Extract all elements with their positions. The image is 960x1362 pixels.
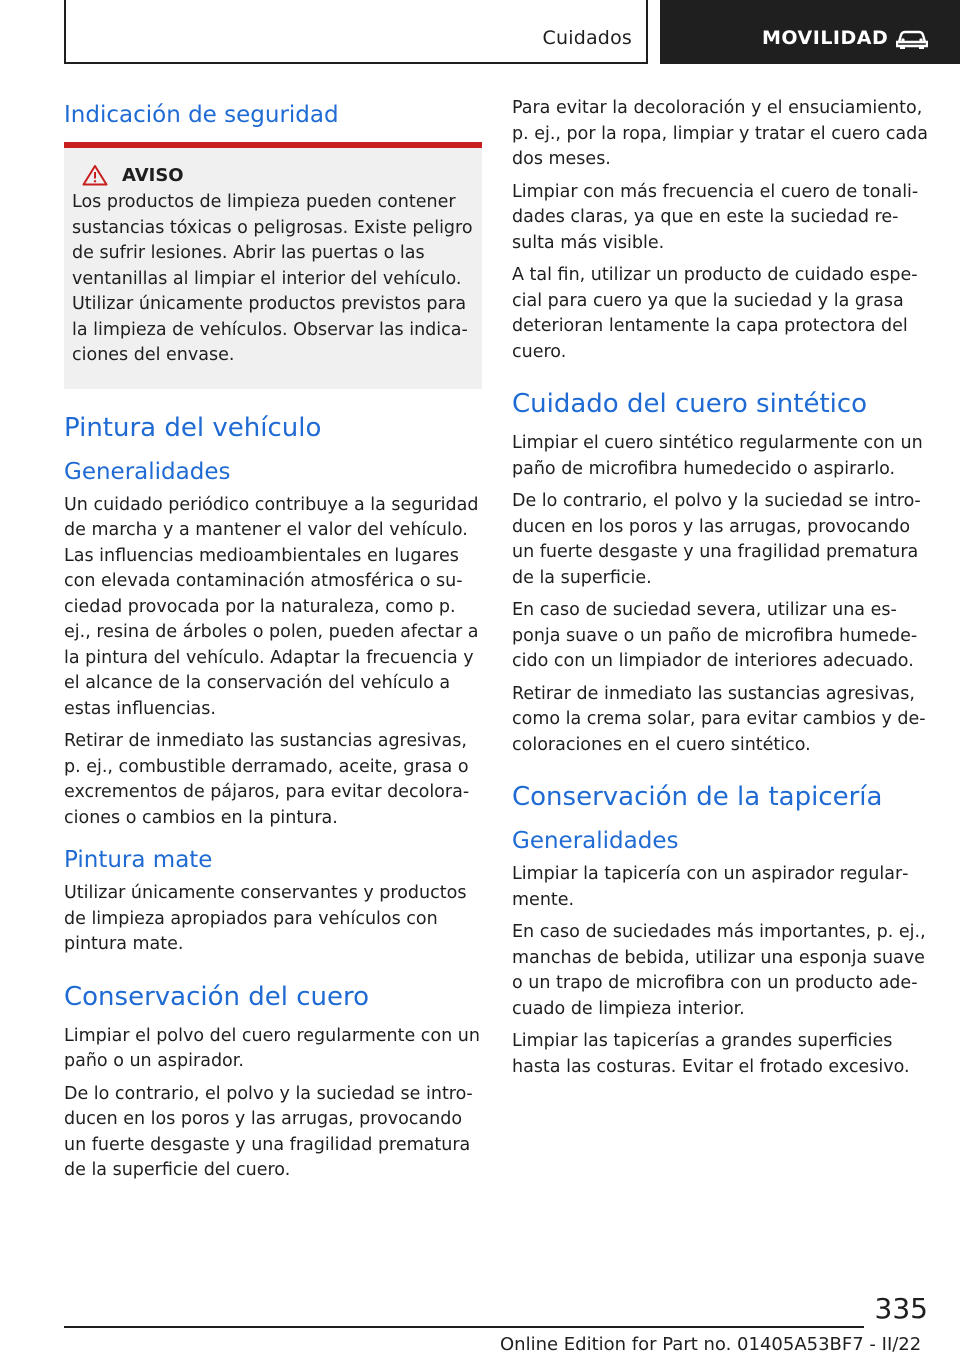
leather-paragraph-3: Para evitar la decoloración y el ensuciamiento, p. ej., por la ropa, limpiar y tratar el cuero cada dos meses.: [512, 98, 928, 169]
leather-paragraph-1: Limpiar el polvo del cuero regularmente con un paño o un aspirador.: [64, 1025, 480, 1071]
upholstery-paragraph-1: Limpiar la tapicería con un aspirador regularmente.: [512, 864, 909, 910]
section-title: Cuidados: [542, 27, 632, 49]
left-column: [64, 96, 482, 1191]
header-section-box: [64, 0, 648, 64]
warning-header: [72, 164, 474, 186]
car-icon: [896, 28, 928, 50]
page-number: 335: [874, 1292, 928, 1325]
chapter-title: MOVILIDAD: [762, 27, 889, 49]
synthetic-heading: Cuidado del cuero sintético: [512, 389, 868, 419]
matte-paragraph: Utilizar únicamente conservantes y productos de limpieza apropiados para vehículos con pintura mate.: [64, 883, 467, 954]
right-column: [512, 96, 932, 1087]
safety-heading: Indicación de seguridad: [64, 102, 339, 128]
leather-paragraph-2: De lo contrario, el polvo y la suciedad se introducen en los poros y las arrugas, provocando un fuerte desgaste y una fragilidad prematura de la superficie del cuero.: [64, 1083, 473, 1180]
edition-footer: Online Edition for Part no. 01405A53BF7 - II/22: [500, 1334, 922, 1355]
leather-paragraph-5: A tal fin, utilizar un producto de cuidado especial para cuero ya que la suciedad y la grasa deterioran lentamente la capa protectora del cuero.: [512, 265, 918, 362]
upholstery-paragraph-3: Limpiar las tapicerías a grandes superficies hasta las costuras. Evitar el frotado excesivo.: [512, 1031, 910, 1077]
upholstery-general-heading: Generalidades: [512, 828, 679, 854]
synthetic-paragraph-1: Limpiar el cuero sintético regularmente con un paño de microfibra humedecido o aspirarlo.: [512, 433, 923, 479]
upholstery-heading: Conservación de la tapicería: [512, 782, 883, 812]
warning-text: Los productos de limpieza pueden contener sustancias tóxicas o peligrosas. Existe peligro de sufrir lesiones. Abrir las puertas o las ventanillas al limpiar el interior del vehículo. Utilizar únicamente productos previstos para la limpieza de vehículos. Observar las indicaciones del envase.: [72, 192, 473, 365]
chapter-tab: [660, 0, 960, 64]
footer-divider: [64, 1326, 864, 1328]
synthetic-paragraph-3: En caso de suciedad severa, utilizar una esponja suave o un paño de microfibra humedecido con un limpiador de interiores adecuado.: [512, 600, 918, 671]
synthetic-paragraph-4: Retirar de inmediato las sustancias agresivas, como la crema solar, para evitar cambios y decoloraciones en el cuero sintético.: [512, 683, 926, 755]
synthetic-paragraph-2: De lo contrario, el polvo y la suciedad se introducen en los poros y las arrugas, provocando un fuerte desgaste y una fragilidad prematura de la superficie.: [512, 491, 921, 588]
matte-heading: Pintura mate: [64, 847, 213, 873]
leather-heading: Conservación del cuero: [64, 981, 370, 1012]
paint-heading: Pintura del vehículo: [64, 412, 322, 443]
general-paragraph-1: Un cuidado periódico contribuye a la seguridad de marcha y a mantener el valor del vehículo. Las influencias medioambientales en lugares con elevada contaminación atmosférica o suciedad provocada por la naturaleza, como p. ej., resina de árboles o polen, pueden afectar a la pintura del vehículo. Adaptar la frecuencia y el alcance de la conservación del vehículo a estas influencias.: [64, 494, 479, 719]
upholstery-paragraph-2: En caso de suciedades más importantes, p. ej., manchas de bebida, utilizar una esponja suave o un trapo de microfibra con un producto adecuado de limpieza interior.: [512, 922, 926, 1019]
warning-title: AVISO: [122, 164, 184, 186]
general-heading: Generalidades: [64, 458, 231, 485]
warning-triangle-icon: [82, 164, 108, 186]
general-paragraph-2: Retirar de inmediato las sustancias agresivas, p. ej., combustible derramado, aceite, grasa o excrementos de pájaros, para evitar decoloraciones o cambios en la pintura.: [64, 731, 470, 828]
warning-box: [64, 148, 482, 389]
leather-paragraph-4: Limpiar con más frecuencia el cuero de tonalidades claras, ya que en este la suciedad resulta más visible.: [512, 181, 919, 253]
